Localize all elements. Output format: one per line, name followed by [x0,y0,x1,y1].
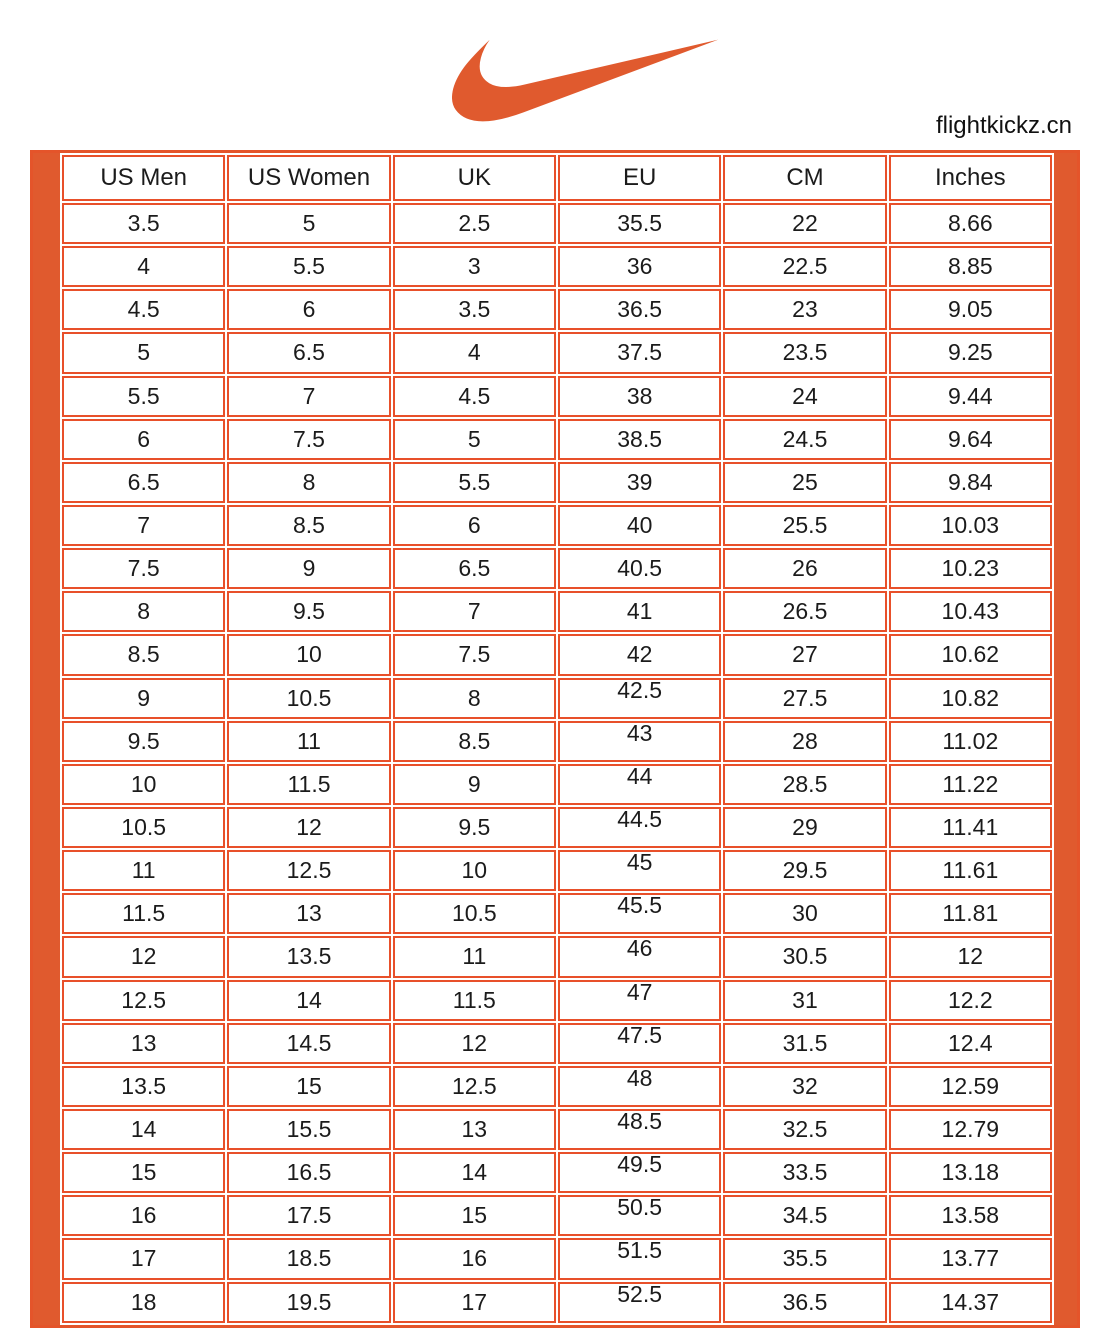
table-row [62,1109,1052,1150]
size-cell: 16 [393,1238,556,1279]
size-cell: 36 [558,246,721,287]
table-row [62,1195,1052,1236]
table-body [62,203,1052,1323]
header-row [62,155,1052,201]
size-cell: 48 [558,1066,721,1107]
column-header: CM [723,155,886,201]
size-cell: 9.5 [393,807,556,848]
size-cell: 11.61 [889,850,1052,891]
size-cell: 8.5 [393,721,556,762]
size-cell: 11.5 [62,893,225,934]
size-cell: 9 [393,764,556,805]
table-row [62,936,1052,977]
table-row [62,462,1052,503]
size-cell: 6.5 [62,462,225,503]
size-conversion-table-frame [30,150,1080,1328]
size-cell: 34.5 [723,1195,886,1236]
size-cell: 11 [393,936,556,977]
size-cell: 36.5 [558,289,721,330]
size-cell: 27.5 [723,678,886,719]
size-cell: 14.37 [889,1282,1052,1323]
size-cell: 10 [62,764,225,805]
size-cell: 22 [723,203,886,244]
size-cell: 14 [62,1109,225,1150]
size-cell: 9 [62,678,225,719]
size-cell: 10 [393,850,556,891]
size-cell: 42.5 [558,678,721,719]
size-cell: 44.5 [558,807,721,848]
size-cell: 41 [558,591,721,632]
table-row [62,1282,1052,1323]
size-cell: 29.5 [723,850,886,891]
size-cell: 36.5 [723,1282,886,1323]
size-cell: 14 [227,980,390,1021]
size-cell: 10.03 [889,505,1052,546]
size-cell: 48.5 [558,1109,721,1150]
column-header: US Women [227,155,390,201]
size-cell: 6.5 [227,332,390,373]
size-cell: 29 [723,807,886,848]
size-cell: 7 [62,505,225,546]
size-cell: 4.5 [393,376,556,417]
size-cell: 11.81 [889,893,1052,934]
size-cell: 3 [393,246,556,287]
size-cell: 7 [393,591,556,632]
size-cell: 2.5 [393,203,556,244]
size-cell: 9.5 [227,591,390,632]
right-accent-bar [1054,153,1077,1325]
size-cell: 10.5 [393,893,556,934]
size-cell: 23 [723,289,886,330]
size-cell: 43 [558,721,721,762]
size-cell: 13 [393,1109,556,1150]
size-cell: 12.5 [227,850,390,891]
size-cell: 24 [723,376,886,417]
size-cell: 25 [723,462,886,503]
size-cell: 9.05 [889,289,1052,330]
size-cell: 38 [558,376,721,417]
size-cell: 31 [723,980,886,1021]
size-cell: 13.77 [889,1238,1052,1279]
table-row [62,850,1052,891]
table-row [62,246,1052,287]
size-cell: 7 [227,376,390,417]
size-cell: 12 [889,936,1052,977]
size-cell: 11 [62,850,225,891]
size-cell: 9.44 [889,376,1052,417]
size-cell: 15 [62,1152,225,1193]
table-row [62,1066,1052,1107]
table-row [62,807,1052,848]
size-cell: 37.5 [558,332,721,373]
size-cell: 17.5 [227,1195,390,1236]
table-row [62,980,1052,1021]
size-cell: 7.5 [227,419,390,460]
size-cell: 22.5 [723,246,886,287]
table-row [62,893,1052,934]
size-cell: 40 [558,505,721,546]
size-cell: 10.5 [62,807,225,848]
table-row [62,634,1052,675]
size-cell: 10.82 [889,678,1052,719]
size-cell: 6 [62,419,225,460]
size-cell: 15.5 [227,1109,390,1150]
table-row [62,203,1052,244]
size-cell: 10.5 [227,678,390,719]
size-cell: 50.5 [558,1195,721,1236]
size-cell: 9.25 [889,332,1052,373]
table-row [62,591,1052,632]
size-cell: 47 [558,980,721,1021]
size-cell: 42 [558,634,721,675]
table-row [62,764,1052,805]
size-cell: 13.5 [62,1066,225,1107]
size-cell: 9.5 [62,721,225,762]
size-cell: 26 [723,548,886,589]
size-cell: 12 [227,807,390,848]
table-row [62,721,1052,762]
size-cell: 19.5 [227,1282,390,1323]
size-conversion-table [60,153,1054,1325]
size-cell: 17 [62,1238,225,1279]
size-cell: 13.18 [889,1152,1052,1193]
table-row [62,332,1052,373]
size-cell: 3.5 [393,289,556,330]
size-cell: 13 [227,893,390,934]
size-cell: 35.5 [558,203,721,244]
size-cell: 31.5 [723,1023,886,1064]
size-cell: 15 [393,1195,556,1236]
size-cell: 6 [227,289,390,330]
size-cell: 49.5 [558,1152,721,1193]
size-cell: 8.66 [889,203,1052,244]
size-cell: 13.58 [889,1195,1052,1236]
size-cell: 8 [227,462,390,503]
size-cell: 40.5 [558,548,721,589]
table-row [62,376,1052,417]
size-cell: 44 [558,764,721,805]
size-cell: 5 [62,332,225,373]
size-cell: 12 [393,1023,556,1064]
size-cell: 18.5 [227,1238,390,1279]
size-cell: 28 [723,721,886,762]
size-cell: 12.59 [889,1066,1052,1107]
size-cell: 4 [393,332,556,373]
size-cell: 30 [723,893,886,934]
size-cell: 32.5 [723,1109,886,1150]
size-cell: 12.79 [889,1109,1052,1150]
column-header: UK [393,155,556,201]
size-cell: 13 [62,1023,225,1064]
size-cell: 8.5 [62,634,225,675]
size-cell: 26.5 [723,591,886,632]
size-cell: 11.41 [889,807,1052,848]
size-cell: 5 [227,203,390,244]
table-row [62,505,1052,546]
size-cell: 11.02 [889,721,1052,762]
size-cell: 11.5 [393,980,556,1021]
size-cell: 8 [393,678,556,719]
size-cell: 33.5 [723,1152,886,1193]
size-cell: 10 [227,634,390,675]
table-row [62,678,1052,719]
size-cell: 15 [227,1066,390,1107]
size-cell: 11 [227,721,390,762]
size-cell: 46 [558,936,721,977]
nike-swoosh-icon [452,26,720,122]
size-cell: 11.22 [889,764,1052,805]
size-cell: 8 [62,591,225,632]
size-cell: 10.62 [889,634,1052,675]
size-cell: 28.5 [723,764,886,805]
size-cell: 38.5 [558,419,721,460]
size-cell: 14.5 [227,1023,390,1064]
table-row [62,1238,1052,1279]
table-header [62,155,1052,201]
table-row [62,289,1052,330]
size-cell: 8.5 [227,505,390,546]
column-header: US Men [62,155,225,201]
size-cell: 9.84 [889,462,1052,503]
size-cell: 4 [62,246,225,287]
table-row [62,548,1052,589]
size-cell: 23.5 [723,332,886,373]
size-cell: 4.5 [62,289,225,330]
size-cell: 8.85 [889,246,1052,287]
size-cell: 5.5 [62,376,225,417]
size-cell: 17 [393,1282,556,1323]
size-cell: 5.5 [227,246,390,287]
table-row [62,1152,1052,1193]
size-cell: 25.5 [723,505,886,546]
size-cell: 9 [227,548,390,589]
size-cell: 7.5 [393,634,556,675]
size-cell: 6.5 [393,548,556,589]
size-cell: 39 [558,462,721,503]
size-cell: 9.64 [889,419,1052,460]
column-header: EU [558,155,721,201]
size-cell: 10.23 [889,548,1052,589]
size-cell: 7.5 [62,548,225,589]
left-accent-bar [33,153,60,1325]
size-cell: 5.5 [393,462,556,503]
size-cell: 18 [62,1282,225,1323]
column-header: Inches [889,155,1052,201]
size-cell: 30.5 [723,936,886,977]
size-cell: 12.5 [393,1066,556,1107]
table-row [62,419,1052,460]
size-cell: 32 [723,1066,886,1107]
size-cell: 10.43 [889,591,1052,632]
table-row [62,1023,1052,1064]
size-cell: 5 [393,419,556,460]
size-cell: 35.5 [723,1238,886,1279]
watermark-text: flightkickz.cn [935,112,1072,139]
size-cell: 27 [723,634,886,675]
size-cell: 45.5 [558,893,721,934]
size-cell: 11.5 [227,764,390,805]
size-cell: 13.5 [227,936,390,977]
size-cell: 24.5 [723,419,886,460]
size-cell: 16.5 [227,1152,390,1193]
size-cell: 12.4 [889,1023,1052,1064]
size-cell: 14 [393,1152,556,1193]
size-cell: 6 [393,505,556,546]
size-cell: 12.2 [889,980,1052,1021]
size-cell: 12.5 [62,980,225,1021]
size-cell: 16 [62,1195,225,1236]
size-cell: 52.5 [558,1282,721,1323]
size-cell: 51.5 [558,1238,721,1279]
size-cell: 45 [558,850,721,891]
size-cell: 3.5 [62,203,225,244]
size-cell: 47.5 [558,1023,721,1064]
size-cell: 12 [62,936,225,977]
